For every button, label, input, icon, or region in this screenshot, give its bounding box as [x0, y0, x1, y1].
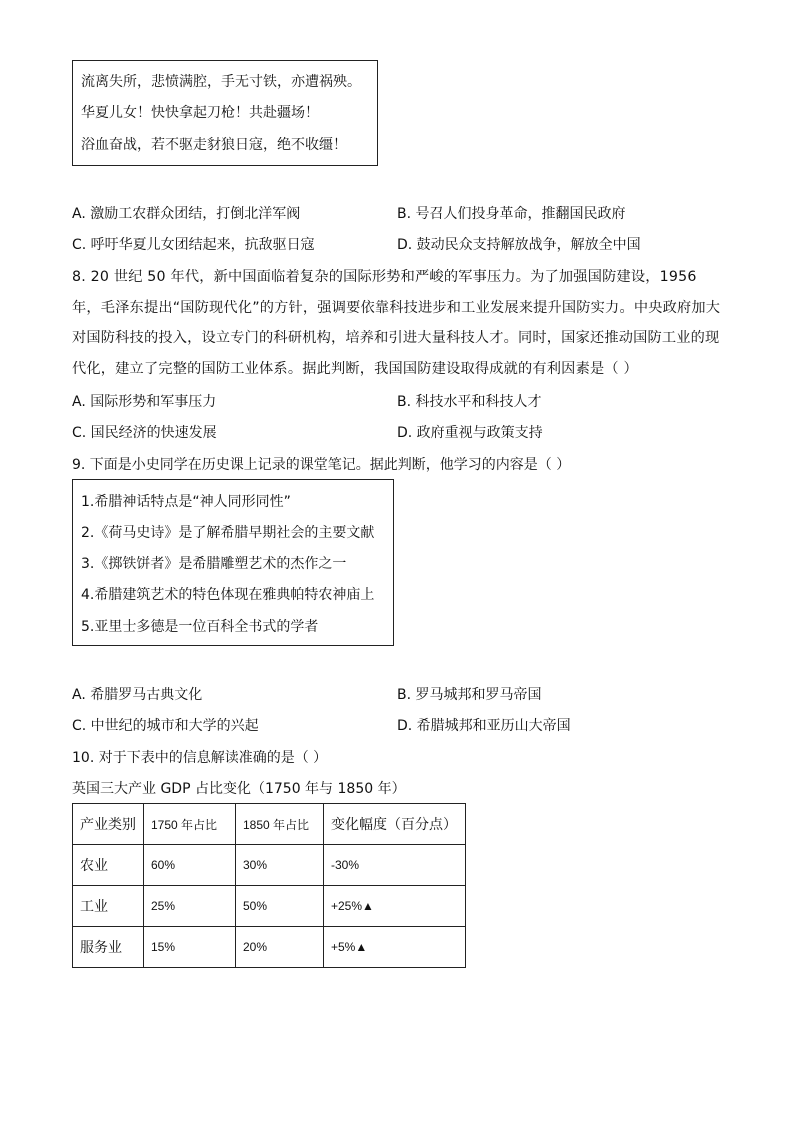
q8-option-c: C. 国民经济的快速发展 [72, 425, 217, 441]
table-cell: 30% [236, 845, 324, 886]
q9-option-d: D. 希腊城邦和亚历山大帝国 [397, 718, 571, 734]
q8-stem: 8. 20 世纪 50 年代，新中国面临着复杂的国际形势和严峻的军事压力。为了加强国防建设，1956 年，毛泽东提出“国防现代化”的方针，强调要依靠科技进步和工业发展来提升国防实力。中央政府加大对国防科技的投入，设立专门的科研机构，培养和引进大量科技人才。同时，国家还推动国防工业的现代化，建立了完整的国防工业体系。据此判断，我国国防建设取得成就的有利因素是（ ） [72, 269, 721, 377]
table-cell: 20% [236, 927, 324, 968]
poem-line: 流离失所，悲愤满腔，手无寸铁，亦遭祸殃。 [81, 74, 361, 90]
q7-option-c: C. 呼吁华夏儿女团结起来，抗敌驱日寇 [72, 237, 315, 253]
q9-notes-box [72, 479, 394, 646]
table-header-row [73, 804, 466, 845]
poem-line: 浴血奋战，若不驱走豺狼日寇，绝不收缰！ [81, 137, 347, 153]
table-header-cell: 产业类别 [73, 804, 144, 845]
poem-line: 华夏儿女！快快拿起刀枪！共赴疆场！ [81, 105, 319, 121]
table-row [73, 845, 466, 886]
table-cell: 60% [144, 845, 236, 886]
table-cell: 工业 [73, 886, 144, 927]
table-cell: 15% [144, 927, 236, 968]
q8-option-b: B. 科技水平和科技人才 [397, 394, 542, 410]
note-line: 2.《荷马史诗》是了解希腊早期社会的主要文献 [81, 525, 375, 541]
table-cell: +25%▲ [324, 886, 466, 927]
q8-option-d: D. 政府重视与政策支持 [397, 425, 543, 441]
table-cell: -30% [324, 845, 466, 886]
table-cell: +5%▲ [324, 927, 466, 968]
q10-stem: 10. 对于下表中的信息解读准确的是（ ） [72, 750, 328, 766]
q9-option-b: B. 罗马城邦和罗马帝国 [397, 687, 542, 703]
table-cell: 25% [144, 886, 236, 927]
table-cell: 50% [236, 886, 324, 927]
table-header-cell: 变化幅度（百分点） [324, 804, 466, 845]
table-cell: 农业 [73, 845, 144, 886]
note-line: 4.希腊建筑艺术的特色体现在雅典帕特农神庙上 [81, 587, 375, 603]
poem-box [72, 60, 378, 166]
q8-option-a: A. 国际形势和军事压力 [72, 394, 217, 410]
q7-option-b: B. 号召人们投身革命，推翻国民政府 [397, 206, 626, 222]
table-header-cell: 1750 年占比 [144, 804, 236, 845]
q9-stem: 9. 下面是小史同学在历史课上记录的课堂笔记。据此判断，他学习的内容是（ ） [72, 457, 571, 473]
note-line: 3.《掷铁饼者》是希腊雕塑艺术的杰作之一 [81, 556, 347, 572]
note-line: 1.希腊神话特点是“神人同形同性” [81, 494, 291, 510]
table-header-cell: 1850 年占比 [236, 804, 324, 845]
table-row [73, 886, 466, 927]
table-row [73, 927, 466, 968]
q7-option-a: A. 激励工农群众团结，打倒北洋军阀 [72, 206, 301, 222]
q9-option-a: A. 希腊罗马古典文化 [72, 687, 203, 703]
gdp-table [72, 803, 466, 968]
table-cell: 服务业 [73, 927, 144, 968]
table-title: 英国三大产业 GDP 占比变化（1750 年与 1850 年） [72, 781, 406, 797]
q9-option-c: C. 中世纪的城市和大学的兴起 [72, 718, 259, 734]
note-line: 5.亚里士多德是一位百科全书式的学者 [81, 619, 319, 635]
q7-option-d: D. 鼓动民众支持解放战争，解放全中国 [397, 237, 641, 253]
